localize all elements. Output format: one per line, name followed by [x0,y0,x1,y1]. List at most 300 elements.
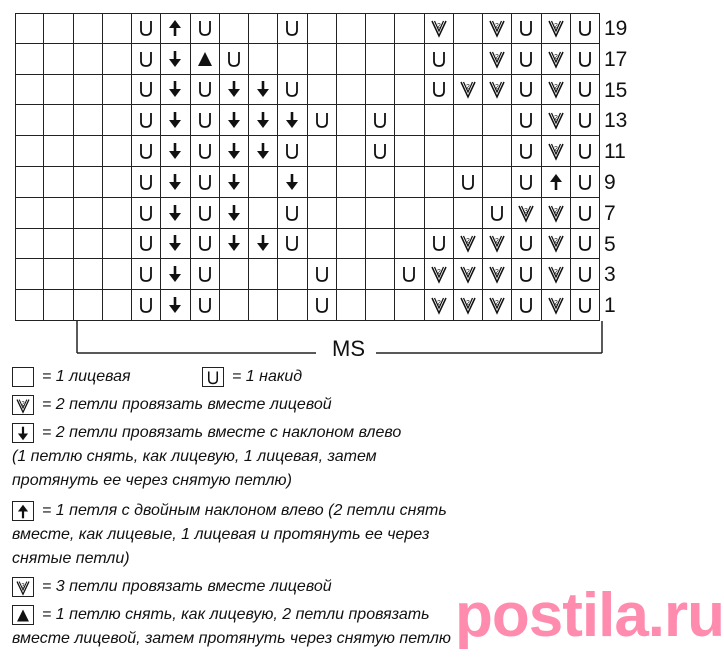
decrease-left-icon [254,79,272,99]
chart-cell-yarn-over [132,229,161,260]
chart-cell-knit [249,290,278,321]
legend-text: вместе, как лицевые, 1 лицевая и протянуть ее через [12,526,430,543]
svg-text:2: 2 [553,23,558,31]
chart-cell-knit [308,75,337,106]
legend-text: снятые петли) [12,550,130,567]
yarn-over-icon [313,264,331,284]
chart-cell-yarn-over [132,167,161,198]
yarn-over-icon [576,18,594,38]
chart-cell-knit [395,105,424,136]
svg-text:2: 2 [436,300,441,308]
k2tog-icon [488,49,506,69]
chart-cell-k2tog [425,290,454,321]
yarn-over-icon [430,233,448,253]
chart-cell-knit [74,136,103,167]
chart-cell-knit [395,229,424,260]
yarn-over-icon [196,295,214,315]
chart-cell-yarn-over [571,259,600,290]
row-number: 5 [604,232,616,256]
svg-text:2: 2 [553,207,558,215]
chart-cell-knit [15,290,44,321]
yarn-over-icon [196,203,214,223]
chart-cell-knit [454,44,483,75]
chart-cell-knit [278,44,307,75]
chart-cell-decrease-left [161,259,190,290]
decrease-left-icon [166,264,184,284]
chart-cell-knit [483,105,512,136]
chart-cell-yarn-over [191,290,220,321]
yarn-over-icon [137,295,155,315]
yarn-over-icon [137,110,155,130]
legend-text: (1 петлю снять, как лицевую, 1 лицевая, затем [12,448,377,465]
chart-cell-knit [337,259,366,290]
chart-cell-k2tog [542,13,571,44]
svg-text:2: 2 [465,84,470,92]
chart-cell-knit [44,44,73,75]
decrease-left-icon [225,172,243,192]
chart-cell-knit [366,44,395,75]
svg-text:2: 2 [495,238,500,246]
chart-cell-knit [15,13,44,44]
chart-cell-knit [308,198,337,229]
chart-cell-yarn-over [191,167,220,198]
svg-text:2: 2 [21,401,25,407]
k2tog-icon [430,295,448,315]
legend-text: = 2 петли провязать вместе лицевой [42,396,332,413]
chart-cell-yarn-over [512,259,541,290]
k2tog-icon [488,233,506,253]
chart-cell-yarn-over [512,13,541,44]
chart-cell-decrease-left [278,105,307,136]
chart-cell-yarn-over [571,136,600,167]
double-decrease-icon [166,18,184,38]
yarn-over-icon [283,233,301,253]
chart-cell-knit [44,290,73,321]
chart-cell-knit [366,290,395,321]
chart-cell-knit [103,167,132,198]
yarn-over-icon [196,172,214,192]
yarn-over-icon [283,79,301,99]
yarn-over-icon [283,203,301,223]
chart-cell-k2tog [542,105,571,136]
chart-cell-knit [44,136,73,167]
chart-cell-knit [15,229,44,260]
yarn-over-icon [137,49,155,69]
yarn-over-icon [576,79,594,99]
chart-cell-decrease-left [249,229,278,260]
k3tog-icon [15,579,31,596]
chart-cell-decrease-left [249,75,278,106]
svg-text:2: 2 [436,269,441,277]
chart-cell-knit [44,105,73,136]
yarn-over-icon [313,295,331,315]
chart-cell-decrease-left [161,44,190,75]
chart-cell-decrease-left [161,290,190,321]
chart-cell-decrease-left [161,105,190,136]
chart-cell-yarn-over [425,229,454,260]
chart-cell-knit [337,198,366,229]
chart-cell-knit [74,167,103,198]
yarn-over-icon [137,233,155,253]
chart-cell-knit [103,259,132,290]
decrease-left-icon [166,49,184,69]
chart-cell-k2tog [542,75,571,106]
svg-text:2: 2 [553,115,558,123]
chart-cell-knit [337,167,366,198]
svg-text:2: 2 [553,238,558,246]
chart-cell-yarn-over [278,136,307,167]
row-number: 11 [604,140,626,164]
k2tog-icon [547,18,565,38]
legend-text: = 3 петли провязать вместе лицевой [42,578,332,595]
chart-cell-yarn-over [512,44,541,75]
decrease-left-icon [283,172,301,192]
chart-cell-knit [74,290,103,321]
double-decrease-icon [15,503,31,520]
chart-cell-knit [454,105,483,136]
yarn-over-icon [137,264,155,284]
chart-cell-decrease-left [161,75,190,106]
chart-cell-knit [74,13,103,44]
chart-cell-knit [366,198,395,229]
yarn-over-icon [196,141,214,161]
chart-cell-yarn-over [191,136,220,167]
chart-cell-knit [74,44,103,75]
chart-cell-k2tog [454,290,483,321]
k2tog-icon [430,18,448,38]
chart-cell-k2tog [483,13,512,44]
chart-cell-knit [220,13,249,44]
yarn-over-icon [517,295,535,315]
chart-cell-knit [15,136,44,167]
yarn-over-icon [225,49,243,69]
svg-text:2: 2 [553,146,558,154]
chart-cell-yarn-over [483,198,512,229]
svg-text:2: 2 [465,269,470,277]
yarn-over-icon [576,295,594,315]
k2tog-icon [547,264,565,284]
chart-cell-k2tog [454,259,483,290]
svg-text:2: 2 [465,300,470,308]
decrease-left-icon [166,141,184,161]
chart-cell-knit [103,136,132,167]
chart-cell-knit [366,167,395,198]
svg-text:2: 2 [495,84,500,92]
chart-cell-knit [425,105,454,136]
chart-cell-yarn-over [191,229,220,260]
decrease-left-icon [225,203,243,223]
k2tog-icon [488,295,506,315]
legend-text: = 1 петлю снять, как лицевую, 2 петли провязать [42,606,430,623]
chart-cell-k2tog [483,44,512,75]
chart-cell-decrease-left [161,198,190,229]
yarn-over-icon [196,110,214,130]
yarn-over-icon [196,264,214,284]
svg-text:2: 2 [553,53,558,61]
yarn-over-icon [196,79,214,99]
k2tog-icon [547,141,565,161]
chart-cell-knit [454,198,483,229]
k2tog-icon [15,397,31,414]
yarn-over-icon [576,141,594,161]
row-number: 1 [604,294,616,318]
chart-cell-knit [395,13,424,44]
chart-cell-yarn-over [366,136,395,167]
legend-text: вместе лицевой, затем протянуть через снятую петлю [12,630,451,647]
decrease-left-icon [15,425,31,442]
decrease-left-icon [225,141,243,161]
chart-cell-knit [337,44,366,75]
svg-text:2: 2 [436,23,441,31]
svg-text:3: 3 [21,583,25,589]
chart-cell-yarn-over [132,75,161,106]
k2tog-icon [488,264,506,284]
chart-cell-yarn-over [191,105,220,136]
row-number: 19 [604,17,628,40]
decrease-left-icon [166,110,184,130]
yarn-over-icon [517,172,535,192]
chart-cell-yarn-over [132,198,161,229]
chart-cell-knit [103,105,132,136]
chart-cell-knit [74,259,103,290]
chart-cell-decrease-left [278,167,307,198]
chart-cell-knit [395,290,424,321]
k2tog-icon [547,295,565,315]
chart-cell-yarn-over [512,105,541,136]
chart-cell-knit [44,259,73,290]
chart-cell-yarn-over [571,13,600,44]
chart-cell-knit [103,44,132,75]
k2tog-icon [488,18,506,38]
chart-cell-knit [278,290,307,321]
yarn-over-icon [517,233,535,253]
chart-cell-decrease-left [220,136,249,167]
chart-cell-knit [483,136,512,167]
chart-cell-yarn-over [278,229,307,260]
yarn-over-icon [137,172,155,192]
chart-cell-yarn-over [571,198,600,229]
chart-cell-yarn-over [512,136,541,167]
yarn-over-icon [517,79,535,99]
k2tog-icon [430,264,448,284]
chart-cell-knit [395,198,424,229]
svg-text:2: 2 [465,238,470,246]
k2tog-icon [547,49,565,69]
yarn-over-icon [517,49,535,69]
yarn-over-icon [517,141,535,161]
chart-cell-knit [425,136,454,167]
chart-cell-knit [44,75,73,106]
chart-cell-knit [308,13,337,44]
yarn-over-icon [517,110,535,130]
yarn-over-icon [283,18,301,38]
yarn-over-icon [576,233,594,253]
chart-cell-decrease-left [161,229,190,260]
decrease-left-icon [166,79,184,99]
k2tog-icon [547,233,565,253]
chart-cell-knit [74,229,103,260]
chart-cell-yarn-over [366,105,395,136]
row-number: 15 [604,78,628,102]
chart-cell-knit [425,198,454,229]
yarn-over-icon [196,18,214,38]
legend-symbol-triangle-decrease [12,605,34,625]
chart-cell-knit [337,229,366,260]
chart-cell-k2tog [542,290,571,321]
chart-cell-knit [15,259,44,290]
chart-cell-knit [366,259,395,290]
chart-cell-knit [395,75,424,106]
chart-cell-decrease-left [161,136,190,167]
decrease-left-icon [254,110,272,130]
chart-cell-knit [337,290,366,321]
chart-cell-knit [74,75,103,106]
legend-symbol-k3tog [12,577,34,597]
chart-cell-double-decrease [161,13,190,44]
yarn-over-icon [517,264,535,284]
yarn-over-icon [137,79,155,99]
chart-cell-k2tog [454,229,483,260]
chart-cell-knit [337,105,366,136]
chart-cell-yarn-over [512,229,541,260]
chart-cell-knit [15,167,44,198]
chart-cell-yarn-over [278,13,307,44]
chart-cell-yarn-over [132,44,161,75]
k2tog-icon [547,203,565,223]
chart-cell-yarn-over [132,259,161,290]
chart-cell-yarn-over [571,44,600,75]
chart-cell-k3tog [512,198,541,229]
k2tog-icon [547,79,565,99]
svg-text:2: 2 [553,300,558,308]
decrease-left-icon [166,203,184,223]
chart-cell-knit [395,167,424,198]
decrease-left-icon [254,141,272,161]
chart-cell-knit [15,75,44,106]
chart-cell-knit [395,136,424,167]
legend-symbol-decrease-left [12,423,34,443]
chart-cell-knit [395,44,424,75]
chart-cell-knit [249,44,278,75]
legend-symbol-yarn-over [202,367,224,387]
double-decrease-icon [547,172,565,192]
chart-cell-knit [308,44,337,75]
yarn-over-icon [371,141,389,161]
chart-cell-knit [44,198,73,229]
chart-cell-yarn-over [512,167,541,198]
decrease-left-icon [225,110,243,130]
chart-cell-decrease-left [220,167,249,198]
legend-text: = 1 накид [232,368,303,385]
chart-cell-yarn-over [191,13,220,44]
chart-cell-knit [103,229,132,260]
svg-text:2: 2 [495,300,500,308]
row-number: 9 [604,171,616,194]
chart-cell-knit [454,136,483,167]
chart-cell-knit [249,198,278,229]
chart-cell-knit [308,167,337,198]
yarn-over-icon [205,369,221,386]
chart-cell-decrease-left [220,229,249,260]
chart-cell-decrease-left [220,198,249,229]
chart-cell-yarn-over [220,44,249,75]
k2tog-icon [459,264,477,284]
yarn-over-icon [430,79,448,99]
chart-cell-k2tog [425,259,454,290]
svg-text:2: 2 [495,23,500,31]
chart-cell-yarn-over [132,290,161,321]
yarn-over-icon [576,203,594,223]
chart-cell-k2tog [542,229,571,260]
triangle-decrease-icon [15,607,31,624]
chart-cell-k2tog [483,259,512,290]
svg-text:2: 2 [495,269,500,277]
chart-cell-yarn-over [425,75,454,106]
chart-cell-knit [15,44,44,75]
chart-cell-decrease-left [220,75,249,106]
chart-cell-k2tog [542,136,571,167]
k2tog-icon [459,295,477,315]
yarn-over-icon [196,233,214,253]
chart-cell-yarn-over [191,198,220,229]
row-number: 7 [604,201,616,225]
chart-cell-knit [15,105,44,136]
chart-cell-k2tog [483,290,512,321]
chart-cell-knit [44,229,73,260]
watermark-logo: postila.ru [455,581,724,650]
chart-cell-k2tog [542,44,571,75]
decrease-left-icon [166,172,184,192]
decrease-left-icon [254,233,272,253]
yarn-over-icon [400,264,418,284]
chart-cell-yarn-over [512,290,541,321]
chart-cell-knit [454,13,483,44]
chart-cell-knit [337,13,366,44]
chart-cell-knit [220,290,249,321]
chart-cell-yarn-over [512,75,541,106]
chart-cell-knit [366,229,395,260]
decrease-left-icon [225,79,243,99]
triangle-decrease-icon [196,49,214,69]
chart-cell-yarn-over [132,13,161,44]
chart-cell-knit [103,290,132,321]
chart-cell-knit [249,13,278,44]
row-number: 13 [604,109,628,133]
chart-cell-knit [308,229,337,260]
ms-repeat-label: MS [326,338,371,360]
decrease-left-icon [166,233,184,253]
svg-text:2: 2 [553,269,558,277]
decrease-left-icon [166,295,184,315]
k2tog-icon [459,233,477,253]
yarn-over-icon [313,110,331,130]
yarn-over-icon [137,141,155,161]
k2tog-icon [547,110,565,130]
chart-cell-double-decrease [542,167,571,198]
yarn-over-icon [459,172,477,192]
chart-cell-knit [366,13,395,44]
chart-cell-yarn-over [132,105,161,136]
chart-cell-knit [249,259,278,290]
chart-cell-knit [308,136,337,167]
yarn-over-icon [576,172,594,192]
chart-cell-knit [249,167,278,198]
chart-cell-k2tog [542,259,571,290]
chart-cell-knit [74,105,103,136]
yarn-over-icon [576,264,594,284]
chart-cell-yarn-over [278,198,307,229]
chart-cell-k2tog [483,75,512,106]
